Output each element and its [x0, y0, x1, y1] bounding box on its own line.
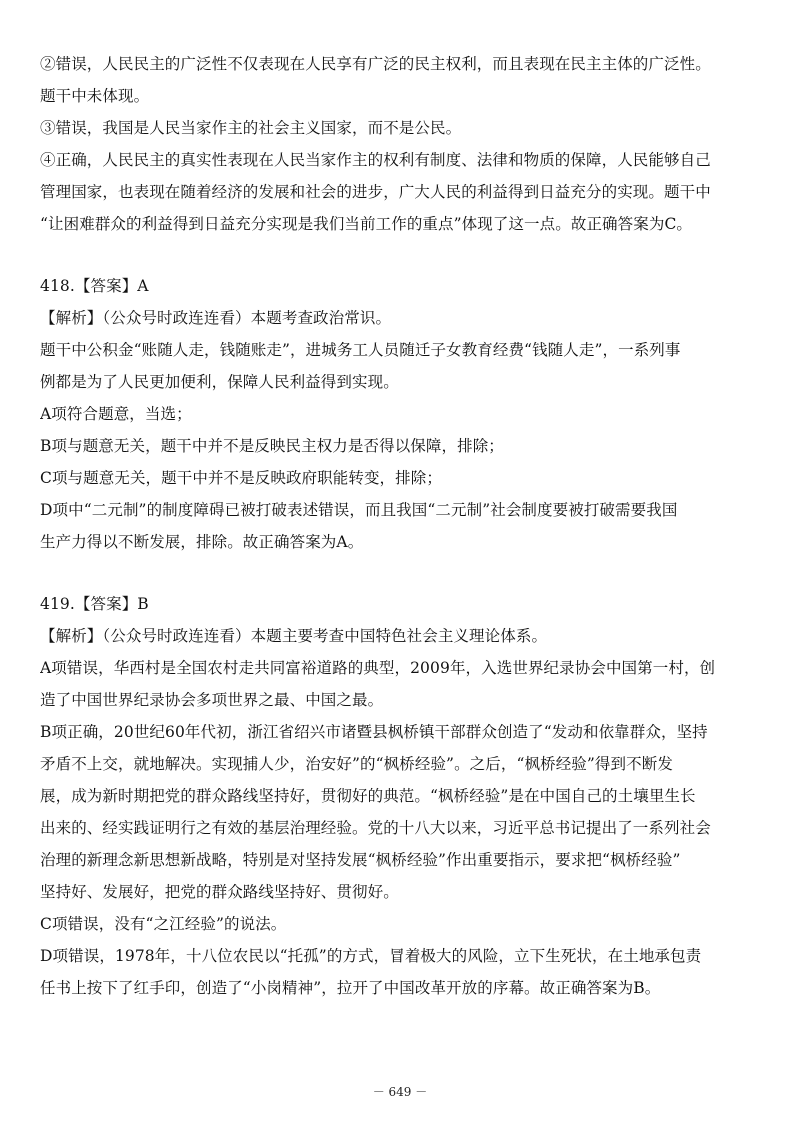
text-line: “让困难群众的利益得到日益充分实现是我们当前工作的重点”体现了这一点。故正确答案为C。	[40, 215, 693, 233]
text-line: 题干中未体现。	[40, 87, 150, 105]
analysis-heading: 【解析】（公众号时政连连看）本题主要考查中国特色社会主义理论体系。	[40, 627, 548, 645]
page-number: － 649 －	[372, 1085, 428, 1099]
option-b-line: B项与题意无关，题干中并不是反映民主权力是否得以保障，排除；	[40, 437, 504, 455]
text-line: 展，成为新时期把党的群众路线坚持好，贯彻好的典范。“枫桥经验”是在中国自己的土壤里生长	[40, 787, 696, 805]
previous-answer-section	[40, 48, 760, 240]
text-line: 例都是为了人民更加便利，保障人民利益得到实现。	[40, 373, 399, 391]
text-line: 题干中公积金“账随人走，钱随账走”，进城务工人员随迁子女教育经费“钱随人走”，一系列事	[40, 341, 681, 359]
text-line: 管理国家，也表现在随着经济的发展和社会的进步，广大人民的利益得到日益充分的实现。题干中	[40, 183, 711, 201]
option-d-line: D项中“二元制”的制度障碍已被打破表述错误，而且我国“二元制”社会制度要被打破需要我国	[40, 501, 678, 519]
option-d-line: D项错误，1978年，十八位农民以“托孤”的方式，冒着极大的风险，立下生死状，在土地承包责	[40, 947, 702, 965]
answer-heading: 418.【答案】A	[40, 277, 149, 295]
text-line: 出来的、经实践证明行之有效的基层治理经验。党的十八大以来，习近平总书记提出了一系列社会	[40, 819, 711, 837]
question-419-section	[40, 588, 760, 1004]
text-line: 治理的新理念新思想新战略，特别是对坚持发展“枫桥经验”作出重要指示，要求把“枫桥经验”	[40, 851, 681, 869]
text-line: 生产力得以不断发展，排除。故正确答案为A。	[40, 533, 364, 551]
analysis-heading: 【解析】（公众号时政连连看）本题考查政治常识。	[40, 309, 392, 327]
option-b-line: B项正确，20世纪60年代初，浙江省绍兴市诸暨县枫桥镇干部群众创造了“发动和依靠群众，坚持	[40, 723, 708, 741]
answer-heading: 419.【答案】B	[40, 595, 149, 613]
option-c-line: C项错误，没有“之江经验”的说法。	[40, 915, 287, 933]
text-line: 造了中国世界纪录协会多项世界之最、中国之最。	[40, 691, 384, 709]
text-line: 矛盾不上交，就地解决。实现捕人少，治安好”的“枫桥经验”。之后，“枫桥经验”得到不断发	[40, 755, 673, 773]
option-a-line: A项符合题意，当选；	[40, 405, 192, 423]
section-gap	[40, 558, 760, 588]
question-418-section	[40, 270, 760, 558]
text-line: 坚持好、发展好，把党的群众路线坚持好、贯彻好。	[40, 883, 399, 901]
section-gap	[40, 240, 760, 270]
option-a-line: A项错误，华西村是全国农村走共同富裕道路的典型，2009年，入选世界纪录协会中国第一村，创	[40, 659, 716, 677]
text-line: ②错误，人民民主的广泛性不仅表现在人民享有广泛的民主权利，而且表现在民主主体的广泛性。	[40, 55, 711, 73]
text-line: 任书上按下了红手印，创造了“小岗精神”，拉开了中国改革开放的序幕。故正确答案为B。	[40, 979, 661, 997]
text-line: ③错误，我国是人民当家作主的社会主义国家，而不是公民。	[40, 119, 462, 137]
text-line: ④正确，人民民主的真实性表现在人民当家作主的权利有制度、法律和物质的保障，人民能够自己	[40, 151, 711, 169]
option-c-line: C项与题意无关，题干中并不是反映政府职能转变，排除；	[40, 469, 442, 487]
